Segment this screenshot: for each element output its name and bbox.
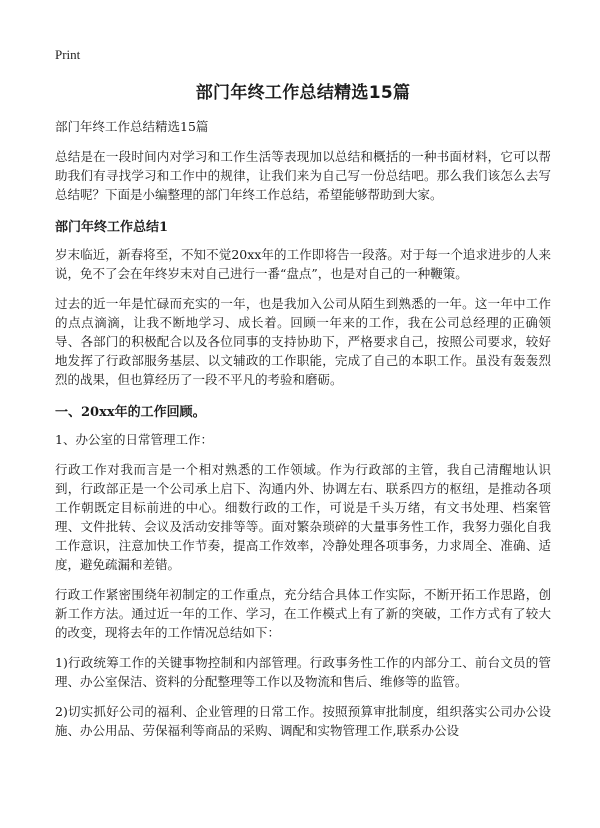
paragraph: 行政工作对我而言是一个相对熟悉的工作领域。作为行政部的主管，我自己清醒地认识到，行政部正是一个公司承上启下、沟通内外、协调左右、联系四方的枢纽，是推动各项工作朝既定目标前进的中心。细数行政的工作，可说是千头万绪，有文书处理、档案管理、文件批转、会议及活动安排等等。面对繁杂琐碎的大量事务性工作，我努力强化自我工作意识，注意加快工作节奏，提高工作效率，冷静处理各项事务，力求周全、准确、适度，避免疏漏和差错。 <box>55 462 551 572</box>
document-body <box>55 78 551 751</box>
paragraph: 行政工作紧密围绕年初制定的工作重点，充分结合具体工作实际，不断开拓工作思路，创新工作方法。通过近一年的工作、学习，在工作模式上有了新的突破，工作方式有了较大的改变，现将去年的工作情况总结如下： <box>55 587 551 640</box>
paragraph: 过去的近一年是忙碌而充实的一年，也是我加入公司从陌生到熟悉的一年。这一年中工作的点点滴滴，让我不断地学习、成长着。回顾一年来的工作，我在公司总经理的正确领导、各部门的积极配合以及各位同事的支持协助下，严格要求自己，按照公司要求，较好地发挥了行政部服务基层、以文辅政的工作职能，完成了自己的本职工作。虽没有轰轰烈烈的战果，但也算经历了一段不平凡的考验和磨砺。 <box>55 296 551 387</box>
list-item-label: 1、办公室的日常管理工作： <box>55 432 213 447</box>
paragraph: 2)切实抓好公司的福利、企业管理的日常工作。按照预算审批制度，组织落实公司办公设施、办公用品、劳保福利等商品的采购、调配和实物管理工作,联系办公设 <box>55 704 551 738</box>
print-link[interactable]: Print <box>55 47 81 62</box>
paragraph: 岁末临近，新春将至，不知不觉20xx年的工作即将告一段落。对于每一个追求进步的人来说，免不了会在年终岁末对自己进行一番“盘点”，也是对自己的一种鞭策。 <box>55 247 551 281</box>
document-subtitle: 部门年终工作总结精选15篇 <box>55 119 209 134</box>
page-title: 部门年终工作总结精选15篇 <box>195 83 411 103</box>
intro-paragraph: 总结是在一段时间内对学习和工作生活等表现加以总结和概括的一种书面材料，它可以帮助我们有寻找学习和工作中的规律，让我们来为自己写一份总结吧。那么我们该怎么去写总结呢？下面是小编整理的部门年终工作总结，希望能够帮助到大家。 <box>55 149 551 202</box>
subsection-heading: 一、20xx年的工作回顾。 <box>55 405 206 420</box>
section-heading: 部门年终工作总结1 <box>55 220 169 235</box>
paragraph: 1)行政统筹工作的关键事物控制和内部管理。行政事务性工作的内部分工、前台文员的管理、办公室保洁、资料的分配整理等工作以及物流和售后、维修等的监管。 <box>55 655 551 689</box>
